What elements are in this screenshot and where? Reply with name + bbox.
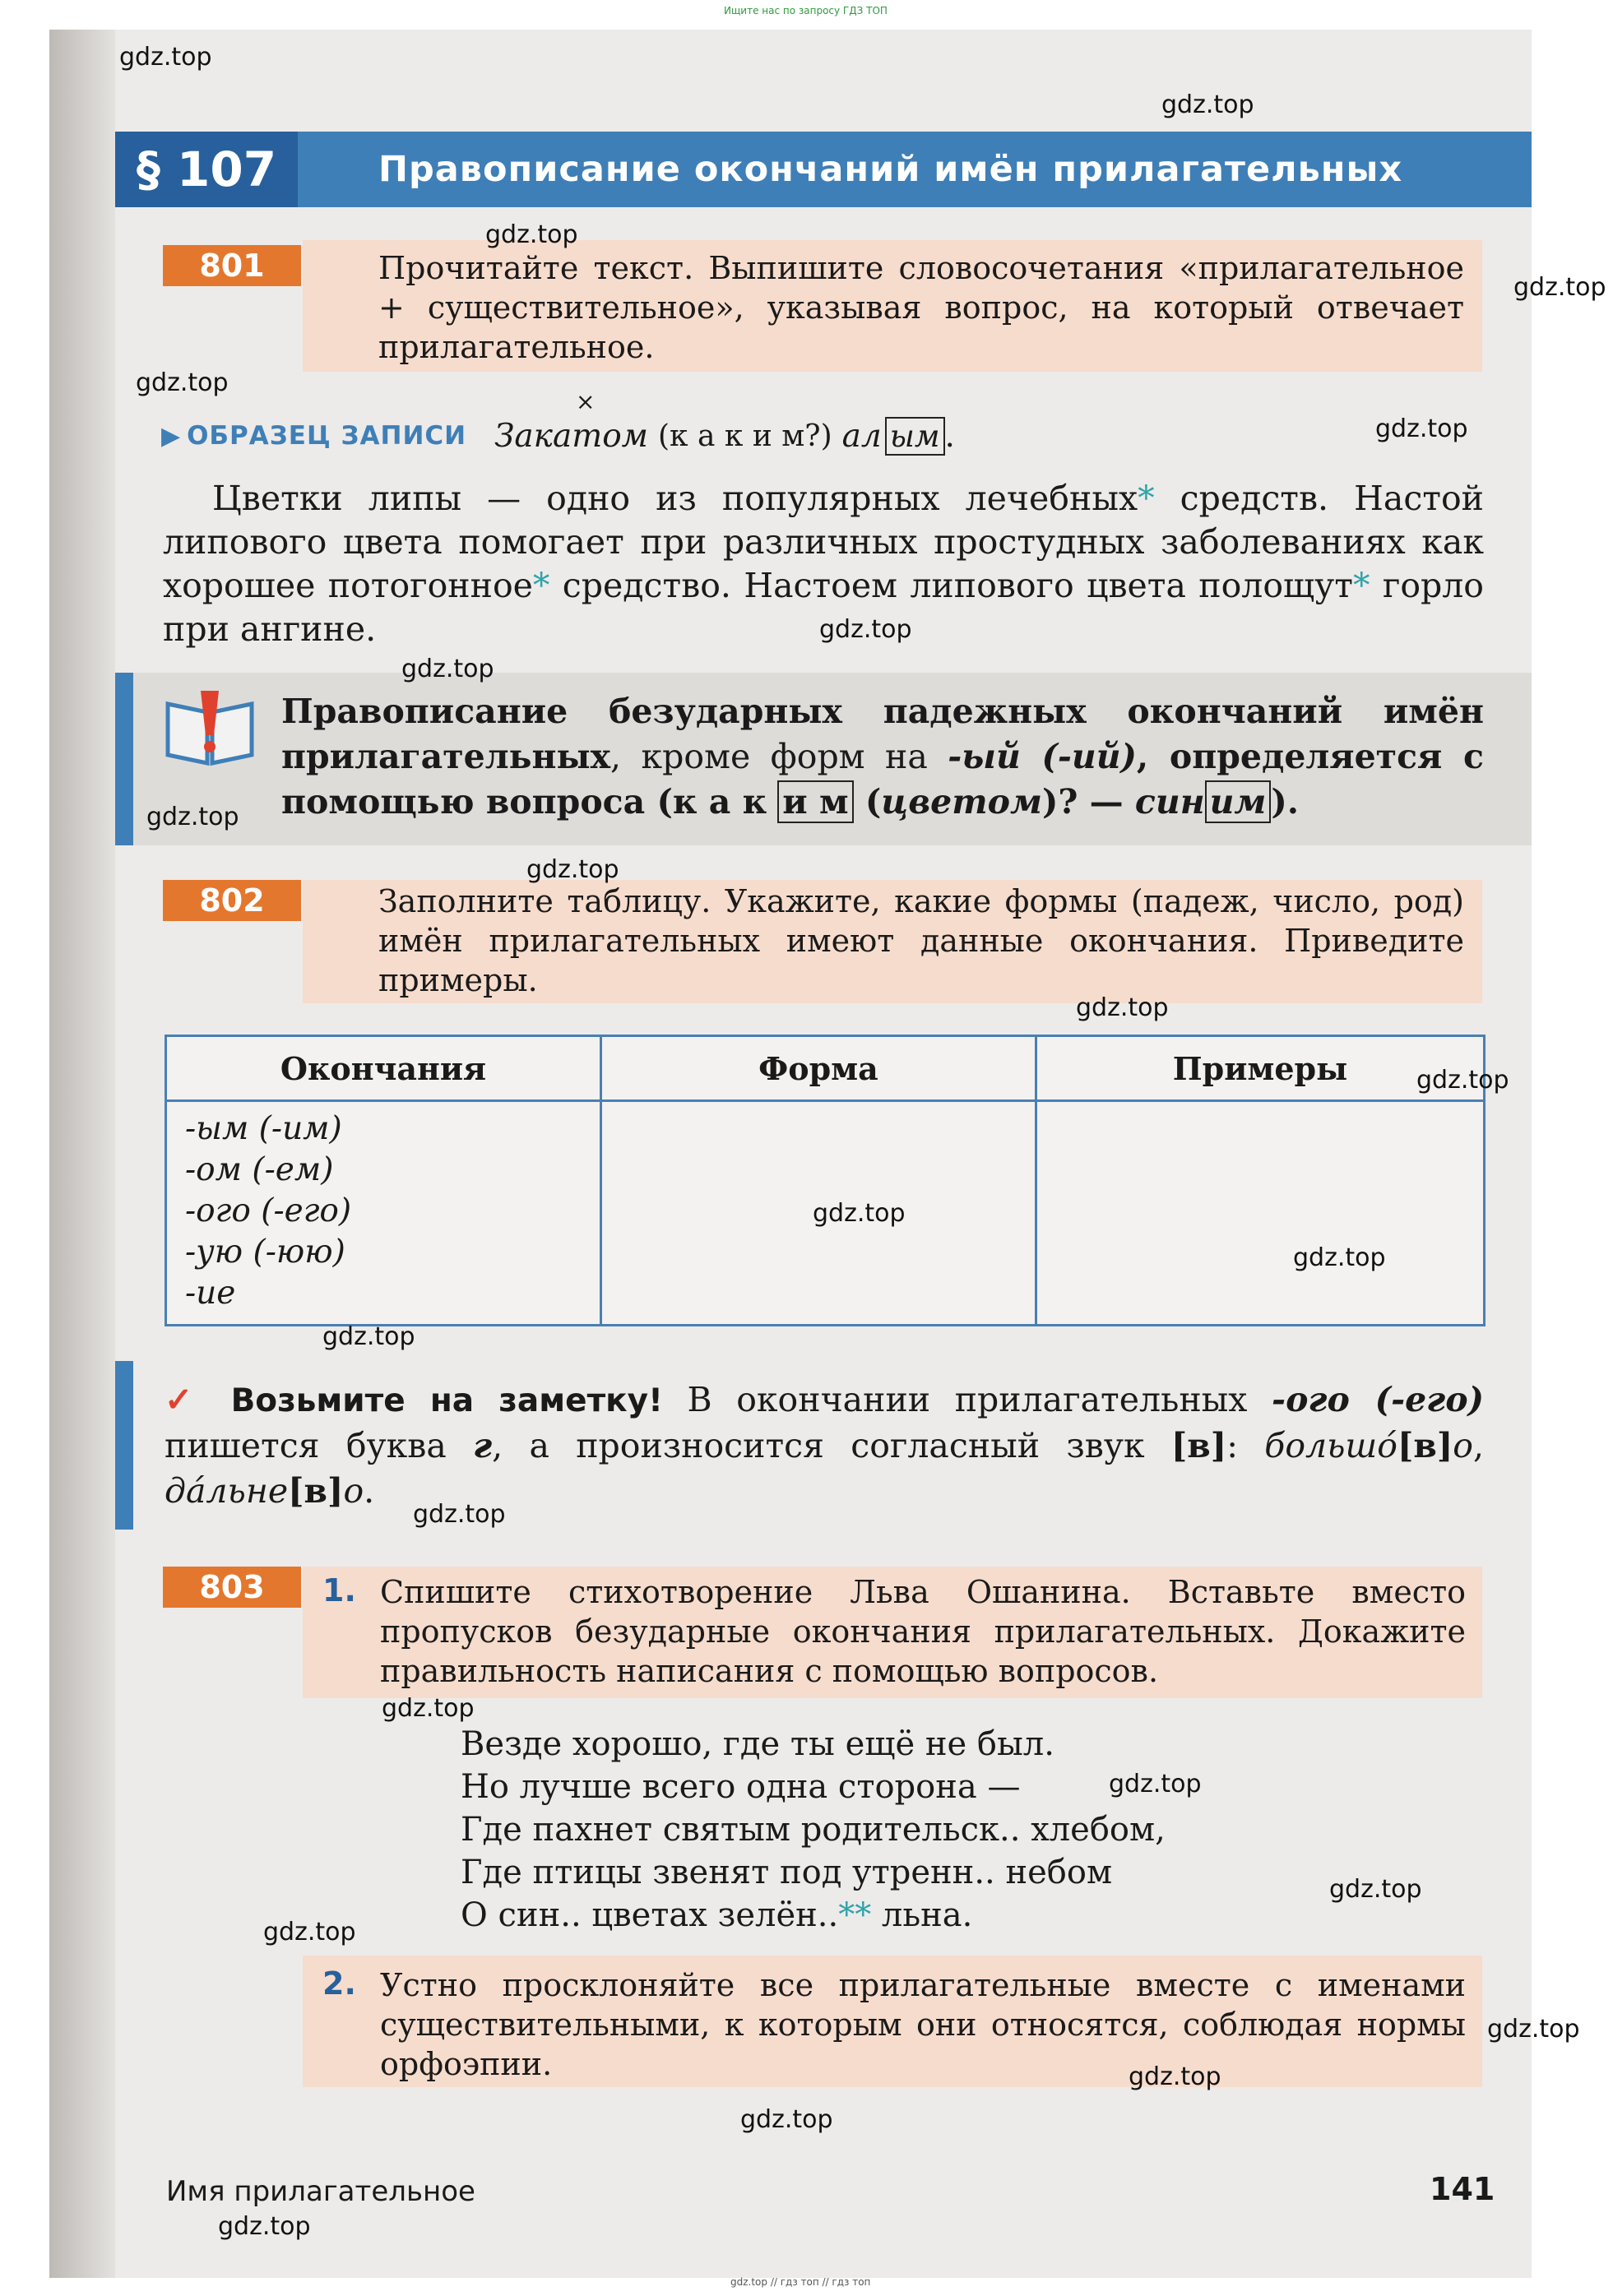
page-number: 141 (1430, 2171, 1495, 2207)
section-title: Правописание окончаний имён прилагательных (378, 149, 1403, 190)
watermark: gdz.top (526, 855, 619, 884)
exercise-803-item-1: Спишите стихотворение Льва Ошанина. Вставьте вместо пропусков безударные окончания прилагательных. Докажите правильность написания с помощью вопросов. (380, 1574, 1466, 1689)
sample-record (161, 415, 955, 456)
text-part-3: средство. Настоем липового цвета полощут (549, 566, 1353, 605)
rule-ending: -ый (-ий) (948, 737, 1137, 776)
endings-table (165, 1035, 1486, 1326)
poem-line-part: льна. (881, 1896, 973, 1934)
ending-item: -ого (-его) (185, 1192, 352, 1229)
sample-ending: ым (885, 417, 945, 456)
poem (461, 1723, 1166, 1937)
sample-root: ал (841, 417, 882, 455)
rule-example-noun: цветом (881, 782, 1042, 822)
watermark: gdz.top (485, 220, 578, 249)
rule-accent-bar (115, 673, 133, 845)
watermark: gdz.top (322, 1322, 415, 1351)
page-spine-shadow (49, 30, 115, 2278)
check-icon: ✓ (165, 1380, 206, 1419)
note-example-2: дáльне (165, 1471, 289, 1511)
exercise-802-badge: 802 (163, 880, 301, 921)
text-part-2: средств. Настой липового цвета помогает при различных простудных заболеваниях как хорошее потогонное (163, 479, 1484, 605)
note-text-part: В окончании прилагательных (662, 1380, 1272, 1419)
note-ending: -ого (-его) (1272, 1380, 1484, 1419)
watermark: gdz.top (413, 1500, 506, 1529)
rule-text-part: ). (1271, 782, 1300, 822)
watermark: gdz.top (1293, 1243, 1386, 1272)
examples-cell (1036, 1101, 1484, 1326)
endings-cell (166, 1101, 601, 1326)
watermark: gdz.top (1375, 414, 1468, 443)
poem-line-part: О син.. цветах зелён.. (461, 1896, 839, 1934)
watermark: gdz.top (263, 1918, 356, 1947)
watermark: gdz.top (1487, 2015, 1580, 2044)
sample-arrow-icon: ▶ (161, 421, 181, 451)
poem-line: Но лучше всего одна сторона — (461, 1768, 1021, 1806)
note-example-2-sound: [в] (288, 1471, 344, 1511)
exercise-803-badge: 803 (163, 1567, 301, 1608)
watermark: gdz.top (1109, 1770, 1202, 1798)
rule-question-boxed: и м (777, 780, 853, 823)
watermark: gdz.top (1513, 273, 1606, 302)
exercise-801-task: Прочитайте текст. Выпишите словосочетания «прилагательное + существительное», указывая вопрос, на который отвечает прилагательное. (378, 250, 1464, 365)
bottom-notice: gdz.top // гдз топ // гдз топ (730, 2276, 871, 2288)
ending-item: -ым (-им) (185, 1110, 342, 1147)
table-header-examples: Примеры (1036, 1036, 1484, 1101)
note-accent-bar (115, 1361, 133, 1530)
footer-chapter: Имя прилагательное (166, 2175, 475, 2208)
watermark: gdz.top (1161, 90, 1254, 119)
note-example-1-end: о (1453, 1426, 1473, 1465)
poem-line: Где птицы звенят под утренн.. небом (461, 1854, 1113, 1891)
footnote-star: * (1138, 479, 1155, 518)
watermark: gdz.top (382, 1694, 475, 1723)
sample-label: ОБРАЗЕЦ ЗАПИСИ (187, 421, 467, 451)
sample-dot: . (944, 417, 955, 455)
footnote-star: * (532, 566, 550, 605)
note-example-1: большó (1264, 1426, 1397, 1465)
watermark: gdz.top (1329, 1875, 1422, 1904)
poem-line: Где пахнет святым родительск.. хлебом, (461, 1811, 1166, 1849)
section-number: § 107 (115, 132, 298, 207)
note-example-2-end: о (343, 1471, 364, 1511)
rule-example-adjective: син (1134, 782, 1205, 822)
watermark: gdz.top (401, 655, 494, 683)
exercise-802-task: Заполните таблицу. Укажите, какие формы (падеж, число, род) имён прилагательных имеют данные окончания. Приведите примеры. (378, 883, 1464, 998)
note-text-part: . (364, 1471, 375, 1511)
watermark: gdz.top (119, 43, 212, 72)
top-notice: Ищите нас по запросу ГДЗ ТОП (724, 5, 888, 16)
watermark: gdz.top (1129, 2062, 1221, 2091)
note-text-part: пишется буква (165, 1426, 474, 1465)
exercise-803-item-2: Устно просклоняйте все прилагательные вместе с именами существительными, к которым они относятся, соблюдая нормы орфоэпии. (380, 1967, 1466, 2082)
ending-item: -ие (185, 1275, 236, 1312)
sample-word: Закатом (494, 417, 649, 455)
rule-text-part: )? — (1041, 782, 1135, 822)
text-part-1: Цветки липы — одно из популярных лечебных (212, 479, 1138, 518)
watermark: gdz.top (819, 615, 912, 644)
sample-mark: × (576, 388, 596, 415)
rule-example-ending: им (1205, 780, 1272, 823)
rule-text-part: , определяется с помощью вопроса ( (281, 737, 1484, 822)
poem-line: Везде хорошо, где ты ещё не был. (461, 1725, 1054, 1763)
rule-book-icon (165, 687, 255, 766)
rule-text-part: ( (853, 782, 882, 822)
note-text-part: : (1226, 1426, 1265, 1465)
note-text (165, 1377, 1484, 1514)
table-header-endings: Окончания (166, 1036, 601, 1101)
note-text-part: , а произносится согласный звук (492, 1426, 1171, 1465)
rule-question: к а к (672, 782, 767, 822)
ending-item: -ом (-ем) (185, 1151, 334, 1188)
table-header-form: Форма (600, 1036, 1036, 1101)
poem-line (461, 1894, 1166, 1937)
rule-text (281, 689, 1484, 825)
watermark: gdz.top (218, 2212, 311, 2241)
text-part-4: горло при ангине. (163, 566, 1484, 649)
watermark: gdz.top (1416, 1066, 1509, 1095)
note-letter: г (473, 1426, 493, 1465)
watermark: gdz.top (1076, 993, 1169, 1022)
watermark: gdz.top (146, 803, 239, 831)
note-example-1-sound: [в] (1397, 1426, 1453, 1465)
watermark: gdz.top (136, 368, 229, 397)
note-text-part: , (1472, 1426, 1484, 1465)
rule-text-part: , кроме форм на (610, 737, 948, 776)
ending-item: -ую (-юю) (185, 1234, 345, 1271)
note-sound: [в] (1170, 1426, 1227, 1465)
watermark: gdz.top (740, 2105, 833, 2134)
item-2-number: 2. (322, 1965, 356, 2002)
footnote-double-star: ** (838, 1896, 872, 1934)
rule-bold-text: Правописание безударных падежных окончаний имён прилагательных (281, 692, 1484, 776)
sample-question: (к а к и м?) (658, 419, 832, 453)
item-1-number: 1. (322, 1572, 356, 1609)
note-title: Возьмите на заметку! (230, 1382, 663, 1419)
footnote-star: * (1352, 566, 1370, 605)
exercise-801-badge: 801 (163, 245, 301, 286)
section-header (115, 132, 1532, 207)
watermark: gdz.top (813, 1199, 906, 1228)
